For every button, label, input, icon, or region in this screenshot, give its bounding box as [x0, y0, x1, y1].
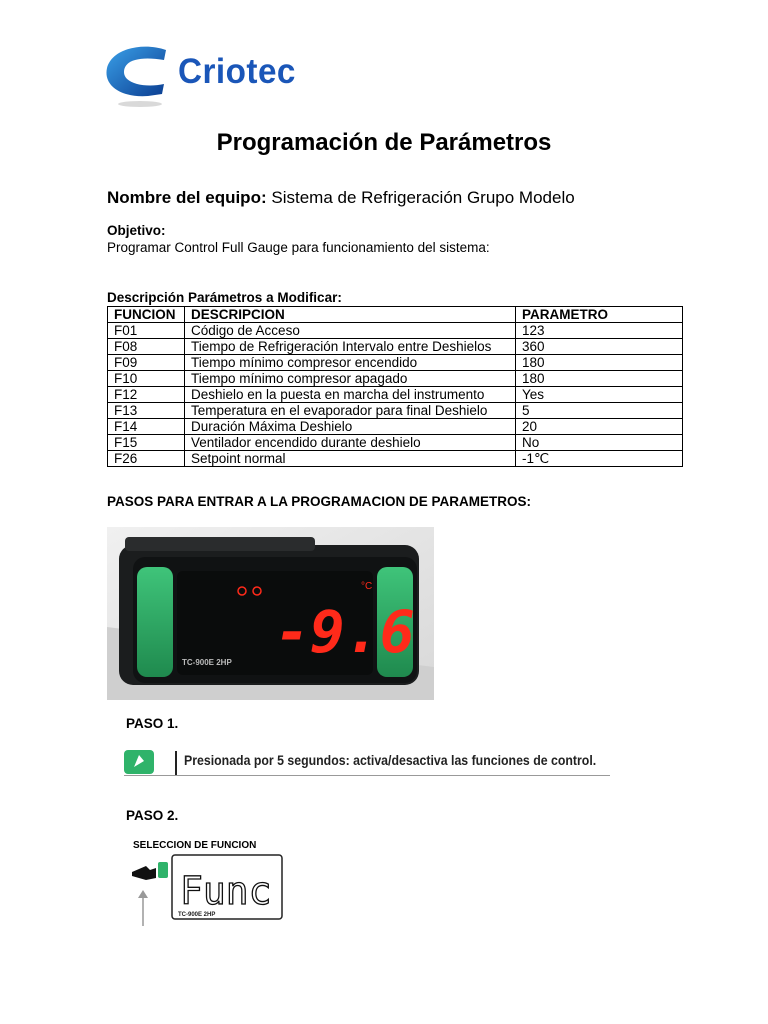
table-row	[108, 371, 683, 387]
header-parametro: PARAMETRO	[516, 307, 683, 323]
cell-funcion: F26	[108, 451, 185, 467]
cell-parametro: No	[516, 435, 683, 451]
cell-funcion: F10	[108, 371, 185, 387]
table-row	[108, 419, 683, 435]
cell-descripcion: Temperatura en el evaporador para final Deshielo	[185, 403, 516, 419]
device-unit-label: °C	[361, 581, 373, 592]
func-display-text: Func	[180, 869, 272, 913]
cell-descripcion: Ventilador encendido durante deshielo	[185, 435, 516, 451]
cell-descripcion: Deshielo en la puesta en marcha del instrumento	[185, 387, 516, 403]
cell-funcion: F01	[108, 323, 185, 339]
document-title: Programación de Parámetros	[216, 129, 552, 156]
table-row	[108, 387, 683, 403]
cell-parametro: 5	[516, 403, 683, 419]
parameters-table	[107, 306, 683, 467]
cell-parametro: 360	[516, 339, 683, 355]
table-row	[108, 403, 683, 419]
func-model-label: TC-900E 2HP	[178, 912, 216, 918]
device-display-reading: -9.6	[275, 598, 415, 666]
cell-parametro: 180	[516, 355, 683, 371]
table-row	[108, 323, 683, 339]
cell-descripcion: Duración Máxima Deshielo	[185, 419, 516, 435]
step2-label: PASO 2.	[126, 808, 179, 823]
controller-device-image	[107, 527, 434, 700]
cell-descripcion: Tiempo mínimo compresor apagado	[185, 371, 516, 387]
cell-parametro: -1℃	[516, 451, 683, 467]
equipment-value: Sistema de Refrigeración Grupo Modelo	[271, 188, 575, 207]
cell-funcion: F09	[108, 355, 185, 371]
header-descripcion: DESCRIPCION	[185, 307, 516, 323]
step2-function-display	[128, 852, 288, 928]
cell-funcion: F12	[108, 387, 185, 403]
objective-text: Programar Control Full Gauge para funcionamiento del sistema:	[107, 240, 490, 255]
table-header-row	[108, 307, 683, 323]
equipment-name	[107, 187, 575, 209]
cell-parametro: 180	[516, 371, 683, 387]
cell-parametro: 123	[516, 323, 683, 339]
equipment-label: Nombre del equipo:	[107, 188, 267, 207]
pointing-hand-icon	[132, 866, 156, 880]
header-funcion: FUNCION	[108, 307, 185, 323]
table-row	[108, 355, 683, 371]
objective-label: Objetivo:	[107, 223, 166, 238]
cell-funcion: F08	[108, 339, 185, 355]
criotec-logo-text: Criotec	[178, 52, 296, 91]
cell-funcion: F15	[108, 435, 185, 451]
table-row	[108, 435, 683, 451]
parameters-caption: Descripción Parámetros a Modificar:	[107, 290, 342, 305]
cell-funcion: F13	[108, 403, 185, 419]
table-row	[108, 451, 683, 467]
criotec-logo-icon	[104, 44, 174, 108]
device-model-label: TC-900E 2HP	[182, 658, 232, 667]
step1-label: PASO 1.	[126, 716, 179, 731]
table-row	[108, 339, 683, 355]
step1-instruction-text: Presionada por 5 segundos: activa/desactiva las funciones de control.	[184, 752, 597, 768]
steps-title: PASOS PARA ENTRAR A LA PROGRAMACION DE PARAMETROS:	[107, 494, 532, 509]
function-selection-caption: SELECCION DE FUNCION	[133, 840, 257, 851]
cell-parametro: 20	[516, 419, 683, 435]
cell-descripcion: Tiempo de Refrigeración Intervalo entre Deshielos	[185, 339, 516, 355]
cell-funcion: F14	[108, 419, 185, 435]
cell-descripcion: Tiempo mínimo compresor encendido	[185, 355, 516, 371]
cell-parametro: Yes	[516, 387, 683, 403]
cell-descripcion: Código de Acceso	[185, 323, 516, 339]
cell-descripcion: Setpoint normal	[185, 451, 516, 467]
